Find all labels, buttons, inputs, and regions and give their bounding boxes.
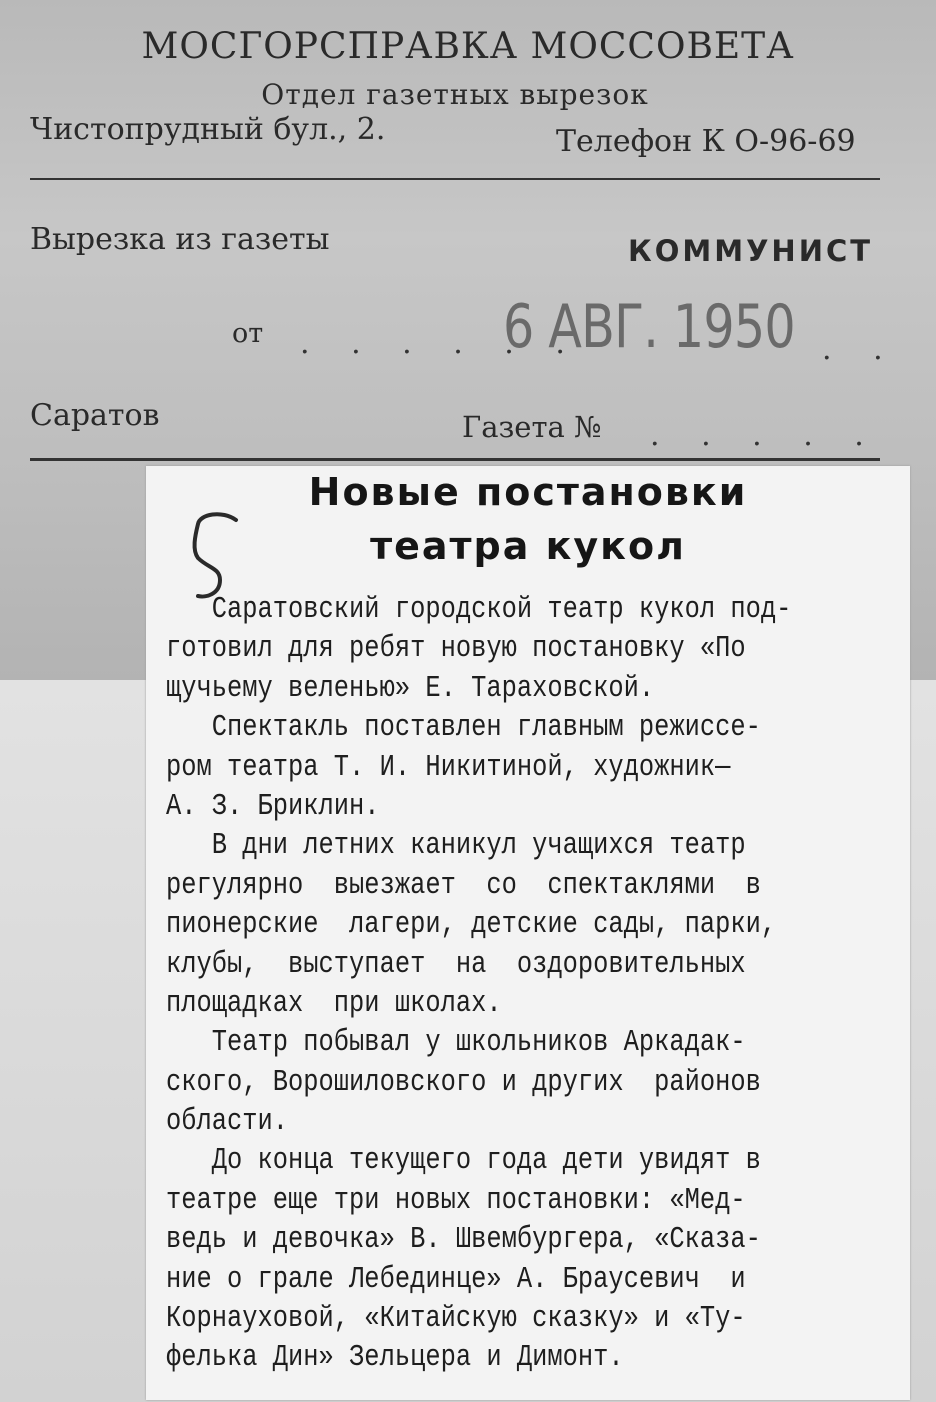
cutting-label: Вырезка из газеты [30,222,330,257]
article-line: ведь и девочка» В. Швембургера, «Сказа- [166,1222,761,1258]
city-label: Саратов [30,398,160,433]
article-line: фелька Дин» Зельцера и Димонт. [166,1340,624,1376]
date-stamp: 6 АВГ. 1950 [503,292,795,362]
article-line: театре еще три новых постановки: «Мед- [166,1182,746,1218]
article-line: До конца текущего года дети увидят в [166,1143,761,1179]
article-line: Спектакль поставлен главным режиссе- [166,710,761,746]
phone: Телефон К О-96-69 [556,124,856,159]
article-line: готовил для ребят новую постановку «По [166,631,746,667]
department-label: Отдел газетных вырезок [261,78,649,111]
article-line: площадках при школах. [166,985,502,1021]
article-line: Корнауховой, «Китайскую сказку» и «Ту- [166,1301,746,1337]
issue-number-label: Газета № [462,410,602,444]
form-bottom-divider [30,458,880,461]
article-title-line-1: Новые постановки [308,470,748,514]
header-divider [30,178,880,180]
article-line: регулярно выезжает со спектаклями в [166,867,761,903]
address: Чистопрудный бул., 2. [30,112,386,147]
article-title-line-2: театра кукол [370,524,686,568]
article-line: щучьему веленью» Е. Тараховской. [166,670,655,706]
article-body [166,590,792,1378]
org-title: МОСГОРСПРАВКА МОССОВЕТА [141,26,795,67]
article-line: ского, Ворошиловского и других районов [166,1064,761,1100]
article-line: Театр побывал у школьников Аркадак- [166,1025,746,1061]
article-line: клубы, выступает на оздоровительных [166,946,746,982]
date-label: от [232,318,264,349]
article-line: пионерские лагери, детские сады, парки, [166,907,777,943]
date-dotted-line-end: . . [822,332,899,367]
article-line: ром театра Т. И. Никитиной, художник— [166,749,731,785]
article-line: А. З. Бриклин. [166,788,380,824]
article-line: области. [166,1104,289,1140]
article-line: ние о грале Лебединце» А. Браусевич и [166,1261,746,1297]
date-dotted-line: . . . . . . [300,326,581,361]
newspaper-name: КОММУНИСТ [628,234,874,268]
article-line: Саратовский городской театр кукол под- [166,592,792,627]
article-line: В дни летних каникул учащихся театр [166,828,746,864]
issue-dotted-line: . . . . . [650,418,880,453]
